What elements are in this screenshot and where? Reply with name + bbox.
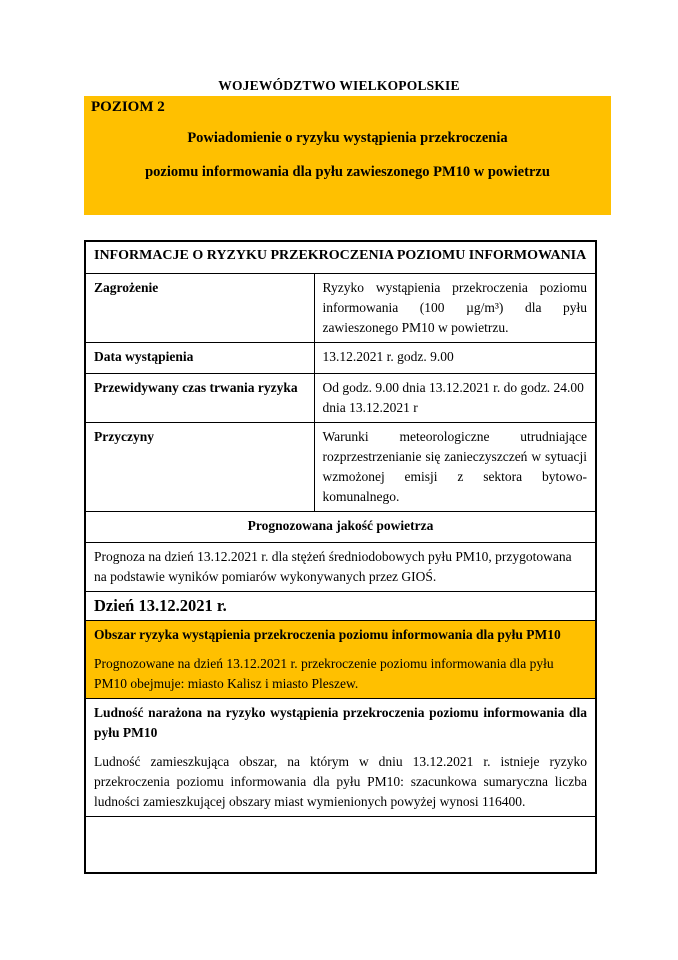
forecast-section-header: Prognozowana jakość powietrza	[85, 511, 596, 542]
empty-row	[85, 816, 596, 873]
forecast-day-row	[85, 591, 596, 620]
info-table-header: INFORMACJE O RYZYKU PRZEKROCZENIA POZIOMU INFORMOWANIA	[85, 241, 596, 273]
row-value-czas-trwania: Od godz. 9.00 dnia 13.12.2021 r. do godz. 24.00 dnia 13.12.2021 r	[314, 373, 596, 422]
forecast-section-row	[85, 511, 596, 542]
row-label-data-wystapienia: Data wystąpienia	[85, 342, 314, 373]
row-label-zagrozenie: Zagrożenie	[85, 273, 314, 342]
population-row	[85, 698, 596, 816]
table-row	[85, 422, 596, 511]
alert-banner	[84, 96, 611, 215]
table-header-row	[85, 241, 596, 273]
empty-cell	[85, 816, 596, 873]
row-value-data-wystapienia: 13.12.2021 r. godz. 9.00	[314, 342, 596, 373]
table-row	[85, 373, 596, 422]
region-title: WOJEWÓDZTWO WIELKOPOLSKIE	[218, 78, 460, 93]
forecast-day-header: Dzień 13.12.2021 r.	[85, 591, 596, 620]
population-heading: Ludność narażona na ryzyko wystąpienia przekroczenia poziomu informowania dla pyłu PM10	[94, 704, 587, 740]
risk-area-text: Prognozowane na dzień 13.12.2021 r. przekroczenie poziomu informowania dla pyłu PM10 obejmuje: miasto Kalisz i miasto Pleszew.	[94, 655, 554, 691]
alert-level-label: POZIOM 2	[91, 99, 165, 115]
population-text: Ludność zamieszkująca obszar, na którym w dniu 13.12.2021 r. istnieje ryzyko przekroczenia poziomu informowania dla pyłu PM10: szacunkowa sumaryczna liczba ludności zamieszkującej obszary miast wymienionych powyżej wynosi 116400.	[94, 753, 587, 809]
row-value-przyczyny: Warunki meteorologiczne utrudniające rozprzestrzenianie się zanieczyszczeń w sytuacji wzmożonej emisji z sektora bytowo-komunalnego.	[314, 422, 596, 511]
table-row	[85, 273, 596, 342]
forecast-source-note: Prognoza na dzień 13.12.2021 r. dla stężeń średniodobowych pyłu PM10, przygotowana na podstawie wyników pomiarów wykonywanych przez GIOŚ.	[85, 542, 596, 591]
alert-title-line1: Powiadomienie o ryzyku wystąpienia przekroczenia	[187, 130, 508, 146]
alert-title-line2: poziomu informowania dla pyłu zawieszonego PM10 w powietrzu	[145, 164, 550, 180]
row-label-czas-trwania: Przewidywany czas trwania ryzyka	[85, 373, 314, 422]
table-row	[85, 342, 596, 373]
risk-area-row	[85, 620, 596, 698]
population-cell	[85, 698, 596, 816]
info-table	[84, 240, 597, 874]
forecast-note-row	[85, 542, 596, 591]
row-label-przyczyny: Przyczyny	[85, 422, 314, 511]
risk-area-cell	[85, 620, 596, 698]
risk-area-heading: Obszar ryzyka wystąpienia przekroczenia poziomu informowania dla pyłu PM10	[94, 626, 561, 642]
row-value-zagrozenie: Ryzyko wystąpienia przekroczenia poziomu informowania (100 µg/m³) dla pyłu zawieszonego PM10 w powietrzu.	[314, 273, 596, 342]
